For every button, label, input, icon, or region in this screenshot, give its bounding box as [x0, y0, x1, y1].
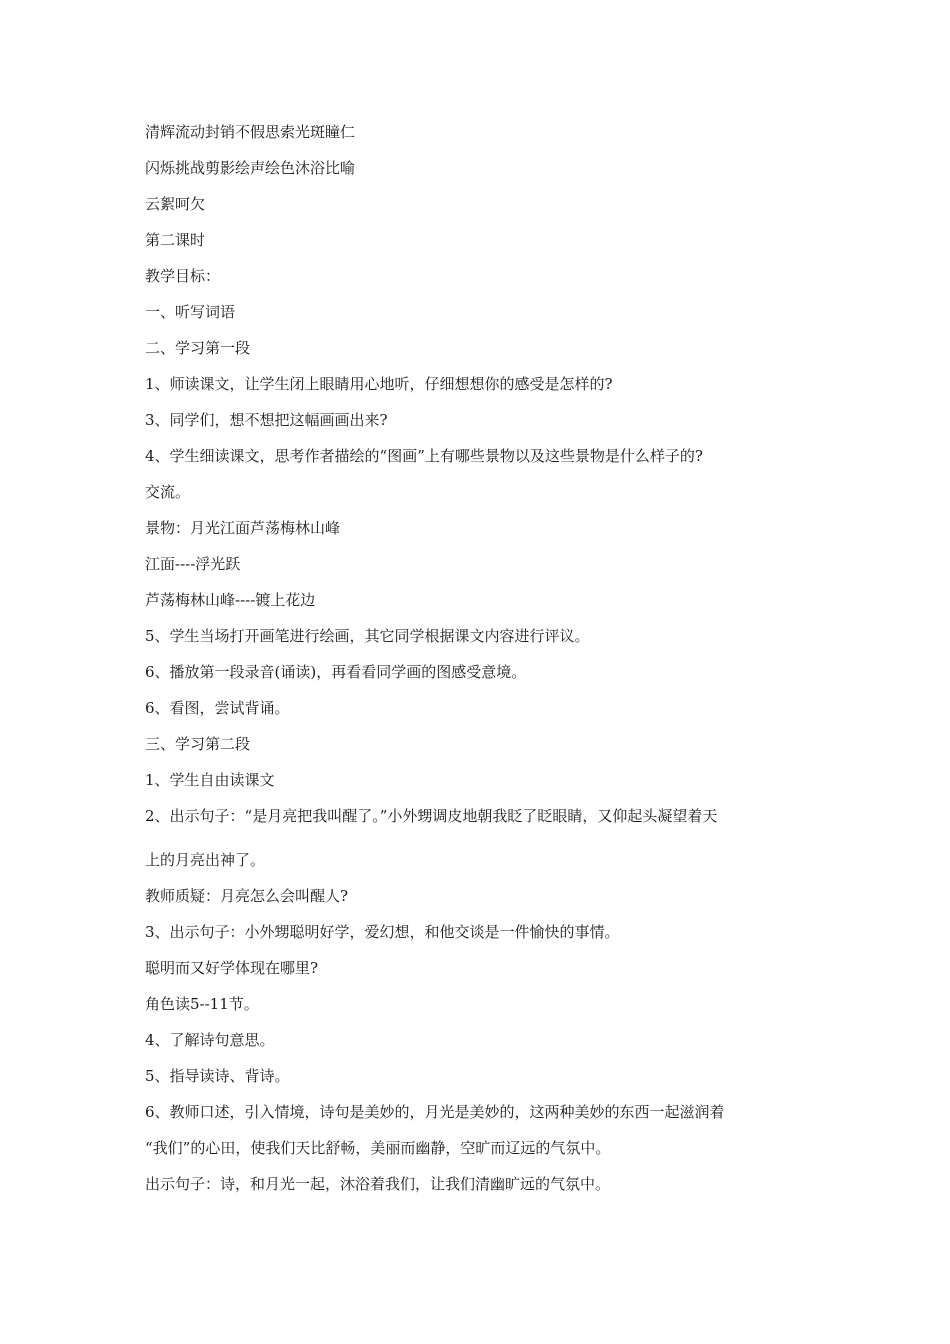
body-line: 6、看图，尝试背诵。: [145, 699, 290, 717]
body-line: 角色读5--11节。: [145, 995, 259, 1013]
vocabulary-line-2: 闪烁挑战剪影绘声绘色沐浴比喻: [145, 159, 356, 177]
body-line: 4、学生细读课文，思考作者描绘的“图画”上有哪些景物以及这些景物是什么样子的?: [145, 447, 703, 465]
body-line: 江面----浮光跃: [145, 555, 241, 573]
body-line: 6、播放第一段录音(诵读)，再看看同学画的图感受意境。: [145, 663, 527, 681]
body-line: 景物：月光江面芦荡梅林山峰: [145, 519, 341, 537]
body-line-continued: “我们”的心田，使我们天比舒畅，美丽而幽静，空旷而辽远的气氛中。: [145, 1139, 611, 1157]
body-line: 5、指导读诗、背诗。: [145, 1067, 290, 1085]
section-heading-1: 一、听写词语: [145, 303, 236, 321]
body-line: 5、学生当场打开画笔进行绘画，其它同学根据课文内容进行评议。: [145, 627, 590, 645]
body-line: 教师质疑：月亮怎么会叫醒人?: [145, 887, 349, 905]
lesson-heading: 第二课时: [145, 231, 206, 249]
vocabulary-line-1: 清辉流动封销不假思索光斑瞳仁: [145, 123, 356, 141]
body-line: 芦荡梅林山峰----镀上花边: [145, 591, 316, 609]
body-line: 3、同学们，想不想把这幅画画出来?: [145, 411, 388, 429]
body-line: 1、学生自由读课文: [145, 771, 275, 789]
body-line: 4、了解诗句意思。: [145, 1031, 275, 1049]
body-line: 6、教师口述，引入情境，诗句是美妙的，月光是美妙的，这两种美妙的东西一起滋润着: [145, 1103, 725, 1121]
section-heading-3: 三、学习第二段: [145, 735, 251, 753]
vocabulary-line-3: 云絮呵欠: [145, 195, 206, 213]
body-line: 聪明而又好学体现在哪里?: [145, 959, 319, 977]
teaching-goals-heading: 教学目标：: [145, 267, 221, 285]
body-line: 2、出示句子：“是月亮把我叫醒了。”小外甥调皮地朝我眨了眨眼睛，又仰起头凝望着天: [145, 807, 718, 825]
body-line: 3、出示句子：小外甥聪明好学，爱幻想，和他交谈是一件愉快的事情。: [145, 923, 620, 941]
body-line: 1、师读课文，让学生闭上眼睛用心地听，仔细想想你的感受是怎样的?: [145, 375, 613, 393]
section-heading-2: 二、学习第一段: [145, 339, 251, 357]
document-body: [145, 122, 825, 1194]
body-line-continued: 上的月亮出神了。: [145, 851, 266, 869]
body-line: 出示句子：诗，和月光一起，沐浴着我们，让我们清幽旷远的气氛中。: [145, 1175, 611, 1193]
body-line: 交流。: [145, 483, 191, 501]
